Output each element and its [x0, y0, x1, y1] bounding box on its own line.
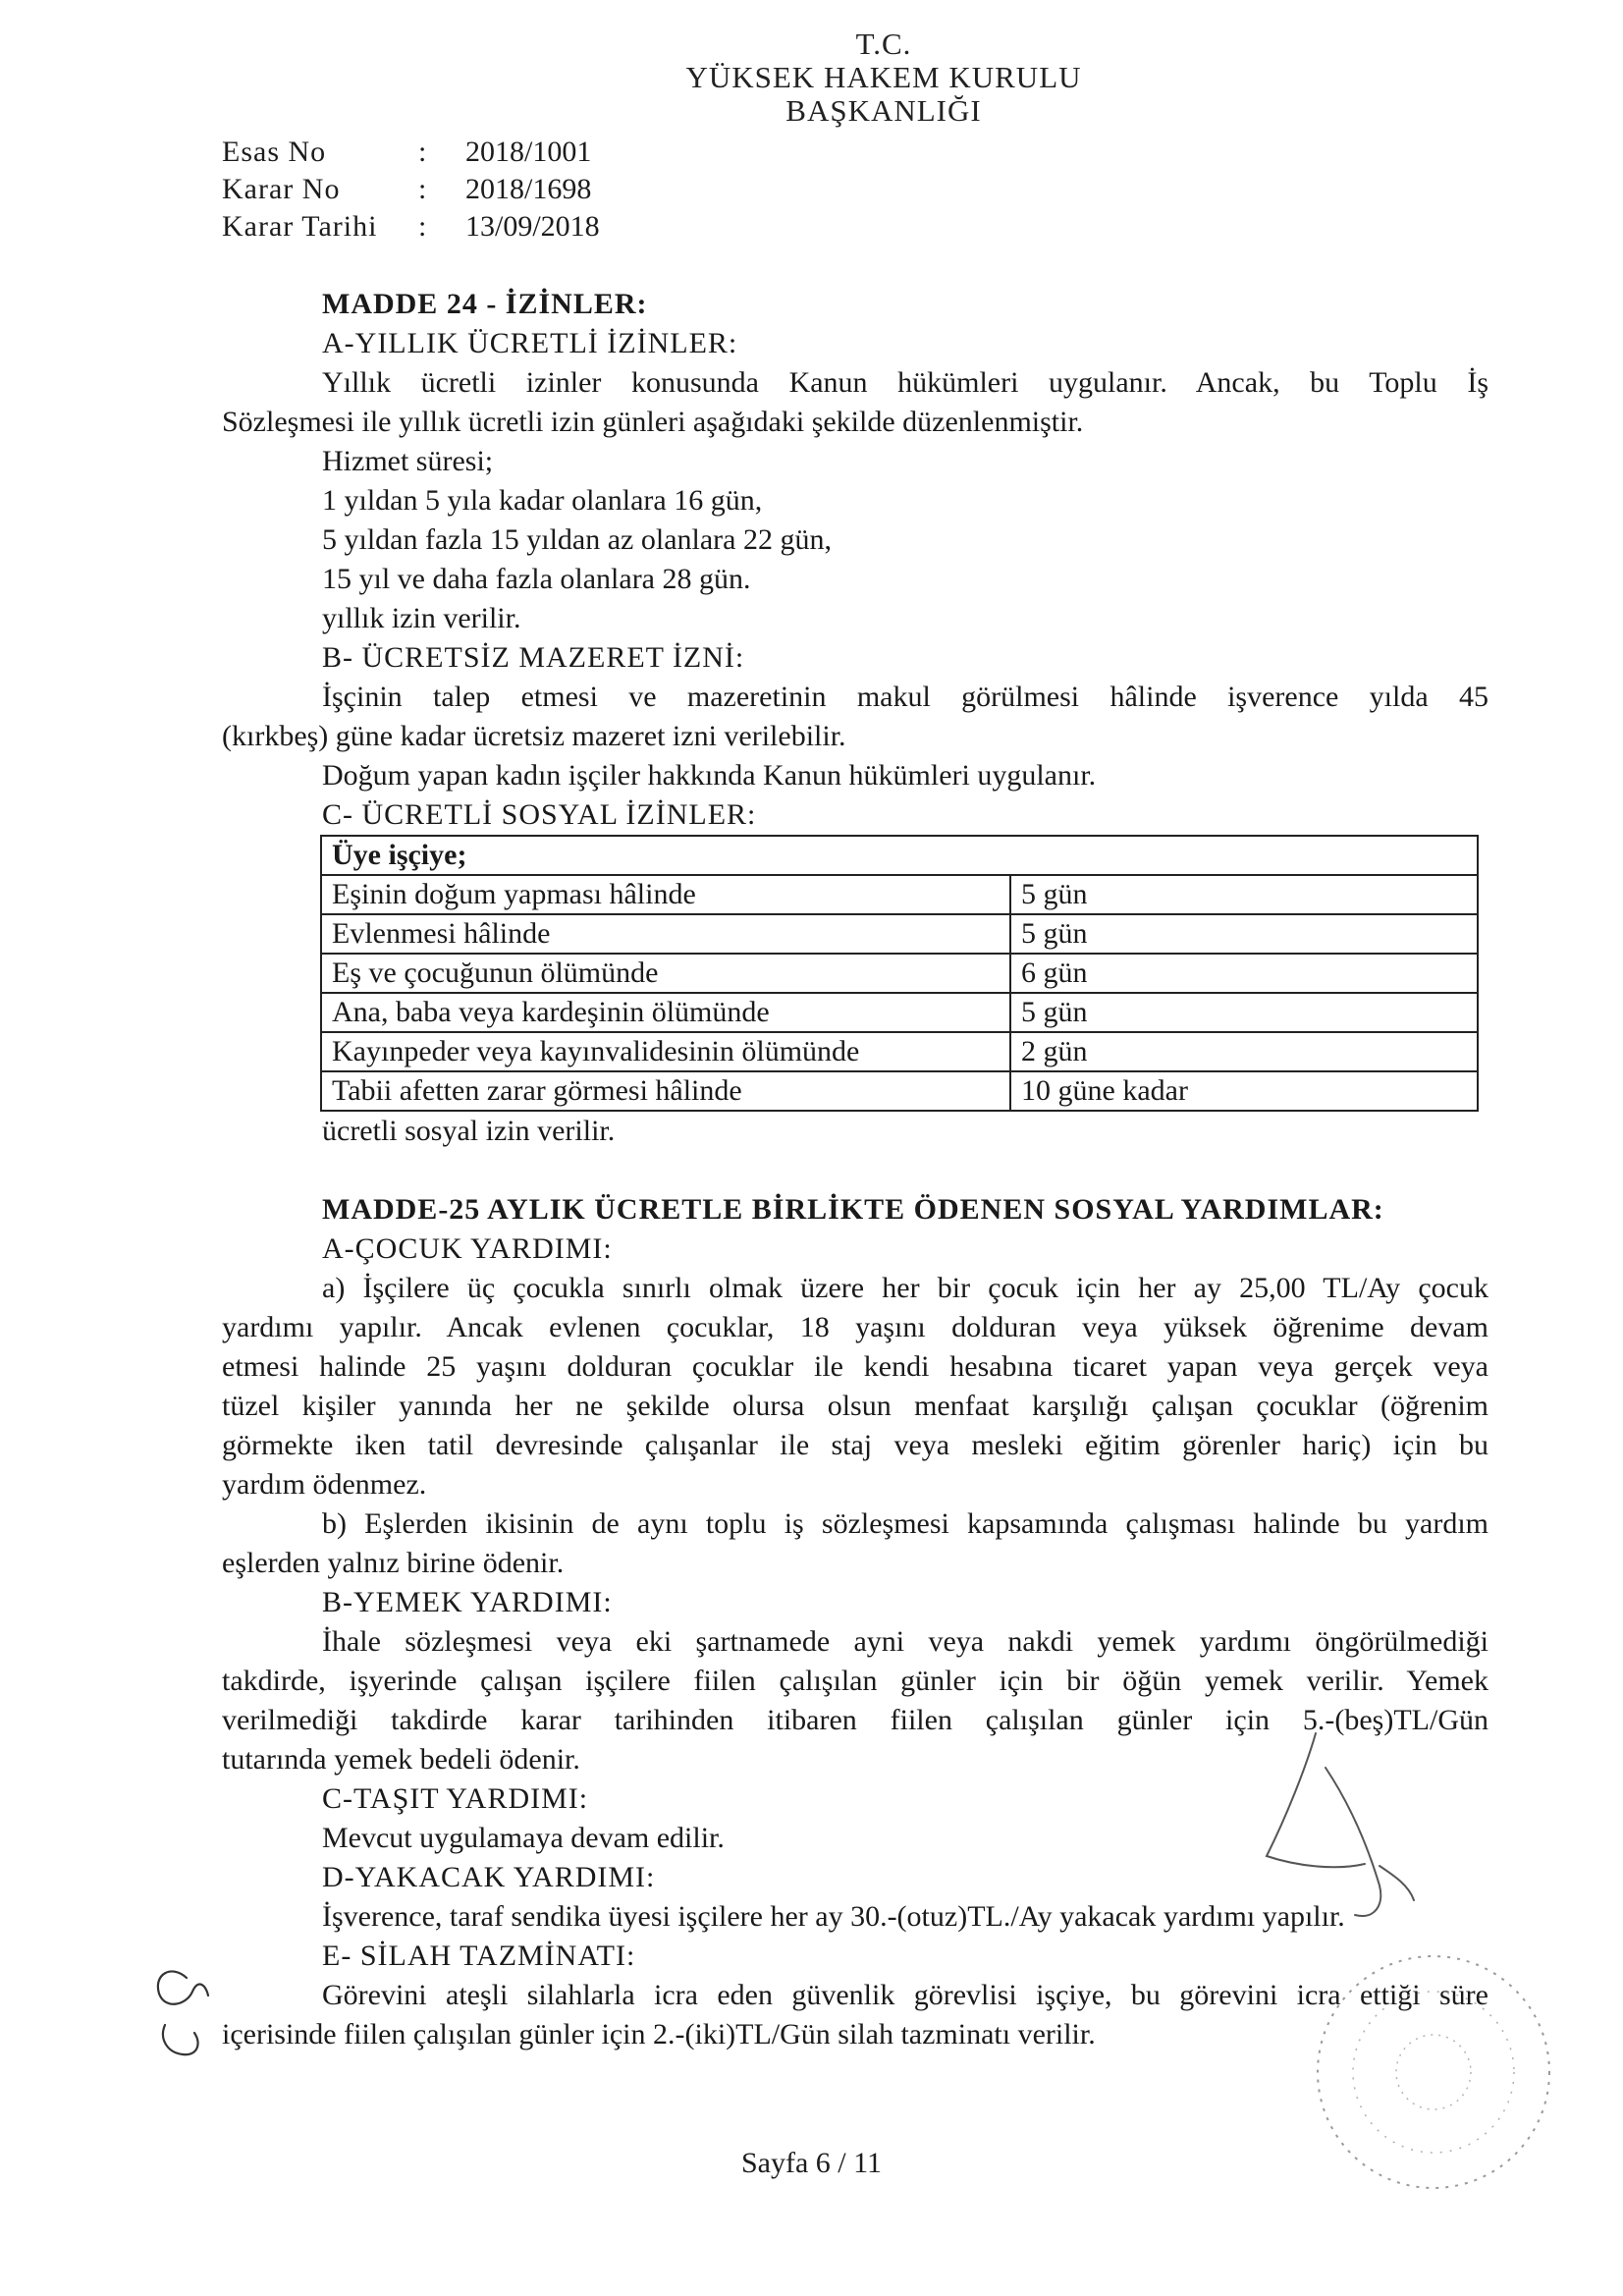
paragraph-line: eşlerden yalnız birine ödenir. [222, 1547, 565, 1579]
paragraph-line: yardım ödenmez. [222, 1468, 427, 1501]
table-row [321, 1071, 1478, 1111]
meta-label: Karar Tarihi [222, 210, 378, 243]
meta-separator: : [418, 173, 427, 205]
paragraph-line: İşçinin talep etmesi ve mazeretinin makul görülmesi hâlinde işverence yılda 45 [322, 681, 1488, 713]
section-e-heading: E- SİLAH TAZMİNATI: [322, 1940, 636, 1972]
meta-separator: : [418, 136, 427, 168]
paragraph-line: İşverence, taraf sendika üyesi işçilere her ay 30.-(otuz)TL./Ay yakacak yardımı yapılır. [322, 1900, 1345, 1933]
list-item: 5 yıldan fazla 15 yıldan az olanlara 22 gün, [322, 523, 832, 556]
section-b-heading: B-YEMEK YARDIMI: [322, 1586, 613, 1618]
paragraph-line: tüzel kişiler yanında her ne şekilde olursa olsun menfaat karşılığı çalışan çocuklar (öğrenim [222, 1390, 1488, 1422]
header-line-tc: T.C. [855, 27, 912, 61]
table-row [321, 875, 1478, 914]
page-number: Sayfa 6 / 11 [740, 2147, 883, 2179]
meta-separator: : [418, 210, 427, 243]
meta-row-esas [222, 134, 600, 171]
paragraph-line: içerisinde fiilen çalışılan günler için 2.-(iki)TL/Gün silah tazminatı verilir. [222, 2018, 1096, 2050]
section-a-heading: A-YILLIK ÜCRETLİ İZİNLER: [322, 327, 738, 359]
handwritten-signature [1208, 1728, 1424, 1925]
section-spacer [222, 1151, 1488, 1190]
table-cell-days: 5 gün [1010, 993, 1478, 1032]
paragraph-line: verilmediği takdirde karar tarihinden itibaren fiilen çalışılan günler için 5.-(beş)TL/Gün [222, 1704, 1488, 1736]
paragraph-line: tutarında yemek bedeli ödenir. [222, 1743, 580, 1776]
paragraph-line: görmekte iken tatil devresinde çalışanlar ile staj veya mesleki eğitim görenler hariç) için bu [222, 1429, 1488, 1461]
section-d-heading: D-YAKACAK YARDIMI: [322, 1861, 656, 1893]
table-cell-days: 2 gün [1010, 1032, 1478, 1071]
paragraph-line: ücretli sosyal izin verilir. [322, 1115, 616, 1147]
paragraph-line: (kırkbeş) güne kadar ücretsiz mazeret izni verilebilir. [222, 720, 846, 752]
header-line-institution: YÜKSEK HAKEM KURULU [685, 60, 1082, 94]
table-row [321, 954, 1478, 993]
meta-value: 13/09/2018 [465, 210, 600, 243]
table-cell-case: Eş ve çocuğunun ölümünde [321, 954, 1010, 993]
table-cell-case: Eşinin doğum yapması hâlinde [321, 875, 1010, 914]
paragraph-line: Hizmet süresi; [322, 445, 494, 477]
section-b-heading: B- ÜCRETSİZ MAZERET İZNİ: [322, 641, 745, 674]
handwritten-initial-mark [147, 1956, 216, 2064]
paragraph-line: yardımı yapılır. Ancak evlenen çocuklar, 18 yaşını dolduran veya yüksek öğrenime devam [222, 1311, 1488, 1343]
section-a-heading: A-ÇOCUK YARDIMI: [322, 1232, 613, 1265]
table-cell-case: Evlenmesi hâlinde [321, 914, 1010, 954]
meta-value: 2018/1698 [465, 173, 592, 205]
meta-value: 2018/1001 [465, 136, 592, 168]
table-cell-case: Kayınpeder veya kayınvalidesinin ölümünde [321, 1032, 1010, 1071]
list-item: 15 yıl ve daha fazla olanlara 28 gün. [322, 563, 751, 595]
table-cell-case: Tabii afetten zarar görmesi hâlinde [321, 1071, 1010, 1111]
meta-row-tarih [222, 208, 600, 246]
paragraph-line: b) Eşlerden ikisinin de aynı toplu iş sözleşmesi kapsamında çalışması halinde bu yardım [322, 1507, 1488, 1540]
paragraph-line: yıllık izin verilir. [322, 602, 521, 634]
paragraph-line: takdirde, işyerinde çalışan işçilere fiilen çalışılan günler için bir öğün yemek verilir. Yemek [222, 1665, 1488, 1697]
table-row [321, 914, 1478, 954]
meta-label: Karar No [222, 173, 341, 205]
paragraph-line: İhale sözleşmesi veya eki şartnamede ayni veya nakdi yemek yardımı öngörülmediği [322, 1625, 1488, 1658]
section-c-heading: C- ÜCRETLİ SOSYAL İZİNLER: [322, 798, 757, 831]
paragraph-line: Görevini ateşli silahlarla icra eden güvenlik görevlisi işçiye, bu görevini icra ettiği süre [322, 1979, 1488, 2011]
header-line-presidency: BAŞKANLIĞI [785, 93, 982, 128]
table-row [321, 1032, 1478, 1071]
social-leave-table [320, 835, 1479, 1112]
article-24-heading: MADDE 24 - İZİNLER: [322, 288, 648, 320]
paragraph-line: etmesi halinde 25 yaşını dolduran çocuklar ile kendi hesabına ticaret yapan veya gerçek veya [222, 1350, 1488, 1383]
table-cell-days: 10 güne kadar [1010, 1071, 1478, 1111]
paragraph-line: a) İşçilere üç çocukla sınırlı olmak üzere her bir çocuk için her ay 25,00 TL/Ay çocuk [322, 1272, 1488, 1304]
table-row [321, 993, 1478, 1032]
meta-row-karar [222, 171, 600, 208]
meta-label: Esas No [222, 136, 327, 168]
table-cell-case: Ana, baba veya kardeşinin ölümünde [321, 993, 1010, 1032]
section-c-heading: C-TAŞIT YARDIMI: [322, 1782, 589, 1815]
paragraph-line: Yıllık ücretli izinler konusunda Kanun hükümleri uygulanır. Ancak, bu Toplu İş [322, 366, 1488, 399]
paragraph-line: Sözleşmesi ile yıllık ücretli izin günleri aşağıdaki şekilde düzenlenmiştir. [222, 406, 1084, 438]
table-cell-days: 6 gün [1010, 954, 1478, 993]
paragraph-line: Doğum yapan kadın işçiler hakkında Kanun hükümleri uygulanır. [322, 759, 1097, 792]
table-cell-days: 5 gün [1010, 914, 1478, 954]
table-header-cell: Üye işçiye; [321, 836, 1478, 875]
table-cell-days: 5 gün [1010, 875, 1478, 914]
table-header-row [321, 836, 1478, 875]
list-item: 1 yıldan 5 yıla kadar olanlara 16 gün, [322, 484, 763, 517]
article-25-heading: MADDE-25 AYLIK ÜCRETLE BİRLİKTE ÖDENEN SOSYAL YARDIMLAR: [322, 1193, 1384, 1226]
paragraph-line: Mevcut uygulamaya devam edilir. [322, 1822, 725, 1854]
institution-header [550, 27, 1217, 128]
case-metadata [222, 134, 600, 246]
